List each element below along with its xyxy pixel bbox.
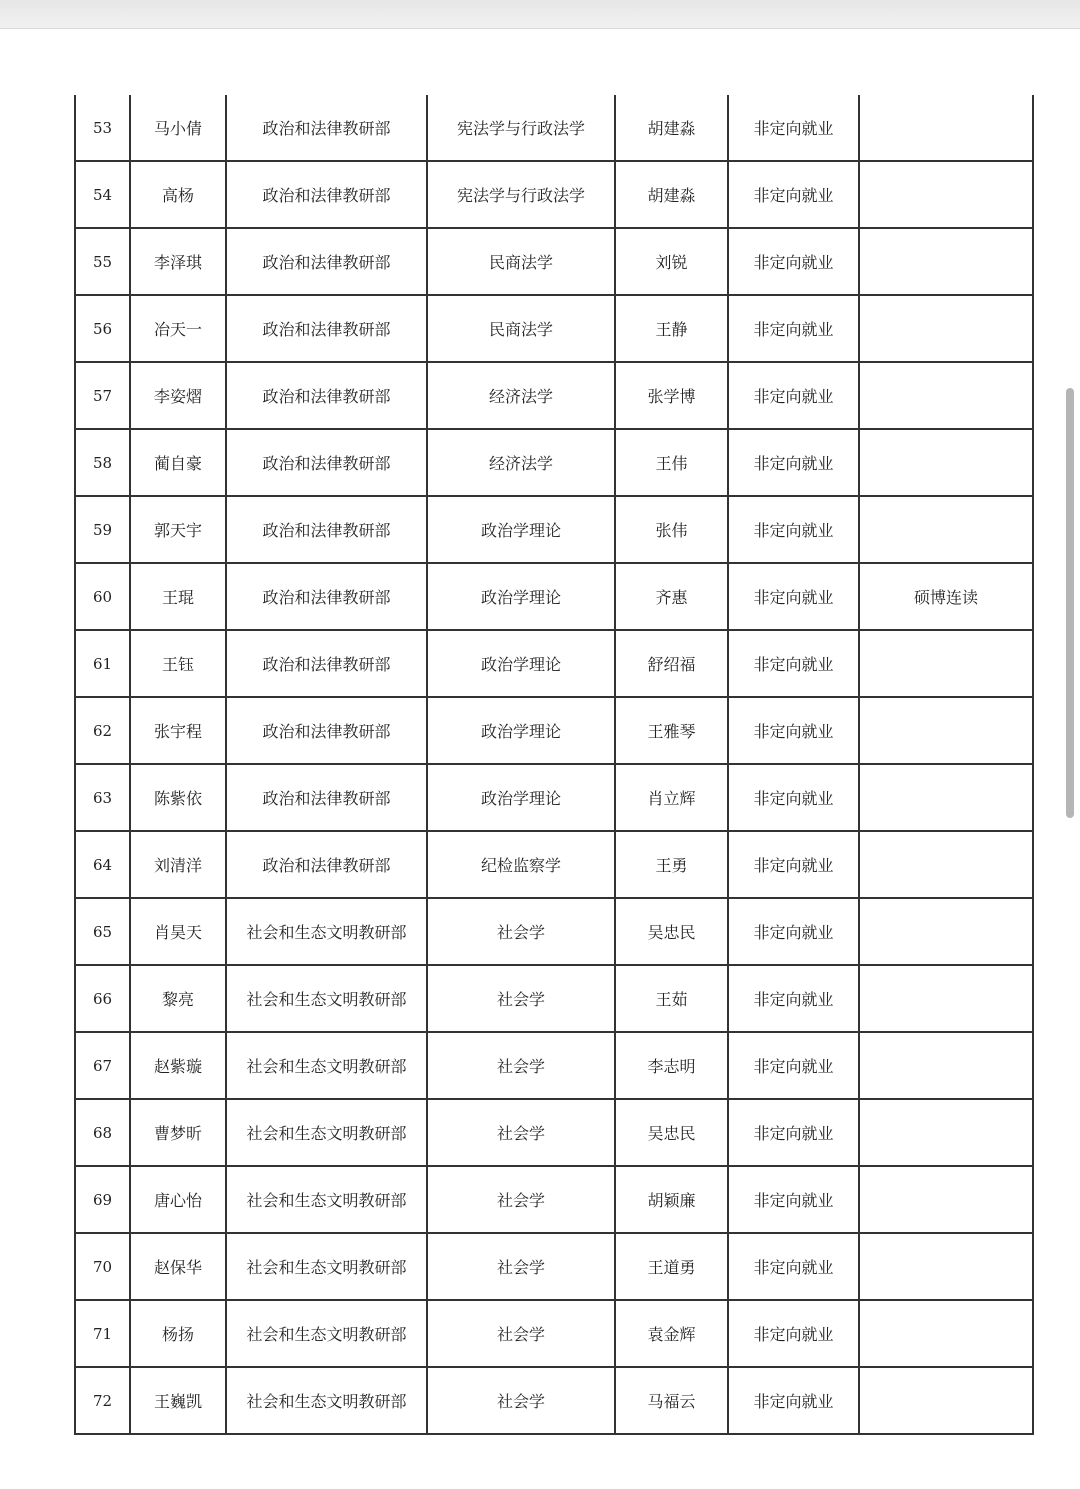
- cell-student-name: 赵保华: [130, 1233, 226, 1300]
- vertical-scrollbar[interactable]: [1066, 380, 1074, 820]
- cell-department: 政治和法律教研部: [226, 630, 427, 697]
- table-row: [75, 228, 1033, 295]
- cell-remark: [859, 295, 1033, 362]
- table-row: [75, 95, 1033, 161]
- cell-remark: 硕博连读: [859, 563, 1033, 630]
- cell-advisor: 胡建淼: [615, 161, 728, 228]
- cell-number: 70: [75, 1233, 130, 1300]
- table-row: [75, 295, 1033, 362]
- admission-list-table-container: [74, 95, 1032, 1437]
- cell-major: 社会学: [427, 965, 615, 1032]
- cell-department: 社会和生态文明教研部: [226, 1233, 427, 1300]
- cell-advisor: 王茹: [615, 965, 728, 1032]
- cell-student-name: 曹梦昕: [130, 1099, 226, 1166]
- cell-major: 社会学: [427, 1099, 615, 1166]
- cell-number: 69: [75, 1166, 130, 1233]
- cell-major: 社会学: [427, 1367, 615, 1434]
- cell-department: 政治和法律教研部: [226, 95, 427, 161]
- table-row: [75, 764, 1033, 831]
- cell-remark: [859, 1166, 1033, 1233]
- cell-enrollment-type: 非定向就业: [728, 1032, 859, 1099]
- cell-remark: [859, 1099, 1033, 1166]
- table-row: [75, 697, 1033, 764]
- cell-major: 社会学: [427, 898, 615, 965]
- cell-remark: [859, 697, 1033, 764]
- cell-enrollment-type: 非定向就业: [728, 965, 859, 1032]
- table-row: [75, 831, 1033, 898]
- cell-advisor: 胡建淼: [615, 95, 728, 161]
- cell-remark: [859, 831, 1033, 898]
- cell-department: 社会和生态文明教研部: [226, 1099, 427, 1166]
- cell-department: 政治和法律教研部: [226, 429, 427, 496]
- cell-department: 政治和法律教研部: [226, 764, 427, 831]
- cell-major: 社会学: [427, 1300, 615, 1367]
- table-row: [75, 1032, 1033, 1099]
- cell-major: 政治学理论: [427, 764, 615, 831]
- cell-major: 民商法学: [427, 295, 615, 362]
- cell-student-name: 陈紫依: [130, 764, 226, 831]
- cell-department: 社会和生态文明教研部: [226, 1300, 427, 1367]
- cell-student-name: 李姿熠: [130, 362, 226, 429]
- cell-enrollment-type: 非定向就业: [728, 764, 859, 831]
- cell-department: 社会和生态文明教研部: [226, 1032, 427, 1099]
- cell-number: 55: [75, 228, 130, 295]
- cell-department: 政治和法律教研部: [226, 362, 427, 429]
- cell-advisor: 王静: [615, 295, 728, 362]
- table-row: [75, 1367, 1033, 1434]
- cell-major: 经济法学: [427, 429, 615, 496]
- cell-advisor: 吴忠民: [615, 1099, 728, 1166]
- cell-number: 58: [75, 429, 130, 496]
- cell-major: 社会学: [427, 1233, 615, 1300]
- cell-enrollment-type: 非定向就业: [728, 831, 859, 898]
- cell-remark: [859, 429, 1033, 496]
- cell-enrollment-type: 非定向就业: [728, 1233, 859, 1300]
- cell-enrollment-type: 非定向就业: [728, 295, 859, 362]
- cell-number: 59: [75, 496, 130, 563]
- cell-advisor: 齐惠: [615, 563, 728, 630]
- cell-department: 政治和法律教研部: [226, 161, 427, 228]
- cell-major: 政治学理论: [427, 496, 615, 563]
- table-row: [75, 1300, 1033, 1367]
- cell-student-name: 冶天一: [130, 295, 226, 362]
- cell-student-name: 刘清洋: [130, 831, 226, 898]
- table-row: [75, 429, 1033, 496]
- cell-major: 宪法学与行政法学: [427, 161, 615, 228]
- cell-remark: [859, 496, 1033, 563]
- cell-student-name: 唐心怡: [130, 1166, 226, 1233]
- table-row: [75, 1233, 1033, 1300]
- cell-number: 53: [75, 95, 130, 161]
- cell-major: 经济法学: [427, 362, 615, 429]
- cell-enrollment-type: 非定向就业: [728, 1166, 859, 1233]
- cell-number: 62: [75, 697, 130, 764]
- cell-advisor: 李志明: [615, 1032, 728, 1099]
- cell-student-name: 肖昊天: [130, 898, 226, 965]
- cell-student-name: 赵紫璇: [130, 1032, 226, 1099]
- cell-student-name: 王琨: [130, 563, 226, 630]
- cell-advisor: 马福云: [615, 1367, 728, 1434]
- cell-remark: [859, 362, 1033, 429]
- table-row: [75, 630, 1033, 697]
- cell-enrollment-type: 非定向就业: [728, 1300, 859, 1367]
- table-row: [75, 1099, 1033, 1166]
- table-body: [75, 95, 1033, 1434]
- cell-major: 民商法学: [427, 228, 615, 295]
- cell-department: 社会和生态文明教研部: [226, 1367, 427, 1434]
- cell-remark: [859, 965, 1033, 1032]
- cell-advisor: 胡颖廉: [615, 1166, 728, 1233]
- cell-student-name: 蔺自豪: [130, 429, 226, 496]
- cell-department: 政治和法律教研部: [226, 228, 427, 295]
- cell-number: 63: [75, 764, 130, 831]
- cell-major: 政治学理论: [427, 630, 615, 697]
- cell-enrollment-type: 非定向就业: [728, 1099, 859, 1166]
- table-row: [75, 898, 1033, 965]
- scrollbar-thumb[interactable]: [1066, 388, 1074, 818]
- cell-enrollment-type: 非定向就业: [728, 161, 859, 228]
- cell-remark: [859, 1300, 1033, 1367]
- cell-major: 社会学: [427, 1032, 615, 1099]
- cell-enrollment-type: 非定向就业: [728, 496, 859, 563]
- cell-advisor: 吴忠民: [615, 898, 728, 965]
- cell-major: 纪检监察学: [427, 831, 615, 898]
- cell-enrollment-type: 非定向就业: [728, 228, 859, 295]
- cell-major: 社会学: [427, 1166, 615, 1233]
- table-row: [75, 496, 1033, 563]
- cell-number: 54: [75, 161, 130, 228]
- cell-number: 60: [75, 563, 130, 630]
- cell-advisor: 王伟: [615, 429, 728, 496]
- cell-number: 66: [75, 965, 130, 1032]
- cell-number: 56: [75, 295, 130, 362]
- table-row: [75, 563, 1033, 630]
- cell-remark: [859, 1032, 1033, 1099]
- cell-department: 政治和法律教研部: [226, 295, 427, 362]
- viewer-top-bar: [0, 0, 1080, 29]
- cell-student-name: 王钰: [130, 630, 226, 697]
- cell-number: 57: [75, 362, 130, 429]
- cell-department: 政治和法律教研部: [226, 697, 427, 764]
- cell-number: 64: [75, 831, 130, 898]
- cell-enrollment-type: 非定向就业: [728, 697, 859, 764]
- cell-major: 政治学理论: [427, 563, 615, 630]
- cell-advisor: 袁金辉: [615, 1300, 728, 1367]
- cell-enrollment-type: 非定向就业: [728, 563, 859, 630]
- cell-remark: [859, 1233, 1033, 1300]
- cell-enrollment-type: 非定向就业: [728, 630, 859, 697]
- cell-number: 72: [75, 1367, 130, 1434]
- cell-remark: [859, 630, 1033, 697]
- cell-enrollment-type: 非定向就业: [728, 362, 859, 429]
- cell-remark: [859, 228, 1033, 295]
- cell-number: 61: [75, 630, 130, 697]
- cell-enrollment-type: 非定向就业: [728, 429, 859, 496]
- cell-student-name: 马小倩: [130, 95, 226, 161]
- cell-remark: [859, 764, 1033, 831]
- cell-department: 政治和法律教研部: [226, 831, 427, 898]
- table-row: [75, 965, 1033, 1032]
- cell-number: 68: [75, 1099, 130, 1166]
- cell-student-name: 李泽琪: [130, 228, 226, 295]
- cell-student-name: 郭天宇: [130, 496, 226, 563]
- cell-remark: [859, 1367, 1033, 1434]
- cell-department: 社会和生态文明教研部: [226, 898, 427, 965]
- cell-number: 71: [75, 1300, 130, 1367]
- cell-number: 67: [75, 1032, 130, 1099]
- cell-advisor: 王雅琴: [615, 697, 728, 764]
- table-row: [75, 362, 1033, 429]
- cell-advisor: 王道勇: [615, 1233, 728, 1300]
- cell-enrollment-type: 非定向就业: [728, 1367, 859, 1434]
- cell-department: 政治和法律教研部: [226, 496, 427, 563]
- cell-student-name: 黎亮: [130, 965, 226, 1032]
- admission-list-table: [74, 95, 1034, 1435]
- cell-advisor: 刘锐: [615, 228, 728, 295]
- cell-remark: [859, 161, 1033, 228]
- cell-advisor: 王勇: [615, 831, 728, 898]
- table-row: [75, 161, 1033, 228]
- cell-major: 宪法学与行政法学: [427, 95, 615, 161]
- cell-enrollment-type: 非定向就业: [728, 95, 859, 161]
- cell-advisor: 张伟: [615, 496, 728, 563]
- cell-student-name: 杨扬: [130, 1300, 226, 1367]
- cell-advisor: 张学博: [615, 362, 728, 429]
- cell-student-name: 高杨: [130, 161, 226, 228]
- cell-advisor: 舒绍福: [615, 630, 728, 697]
- cell-department: 政治和法律教研部: [226, 563, 427, 630]
- cell-remark: [859, 95, 1033, 161]
- cell-department: 社会和生态文明教研部: [226, 1166, 427, 1233]
- cell-department: 社会和生态文明教研部: [226, 965, 427, 1032]
- cell-remark: [859, 898, 1033, 965]
- cell-student-name: 王巍凯: [130, 1367, 226, 1434]
- cell-major: 政治学理论: [427, 697, 615, 764]
- table-row: [75, 1166, 1033, 1233]
- cell-advisor: 肖立辉: [615, 764, 728, 831]
- cell-student-name: 张宇程: [130, 697, 226, 764]
- cell-number: 65: [75, 898, 130, 965]
- cell-enrollment-type: 非定向就业: [728, 898, 859, 965]
